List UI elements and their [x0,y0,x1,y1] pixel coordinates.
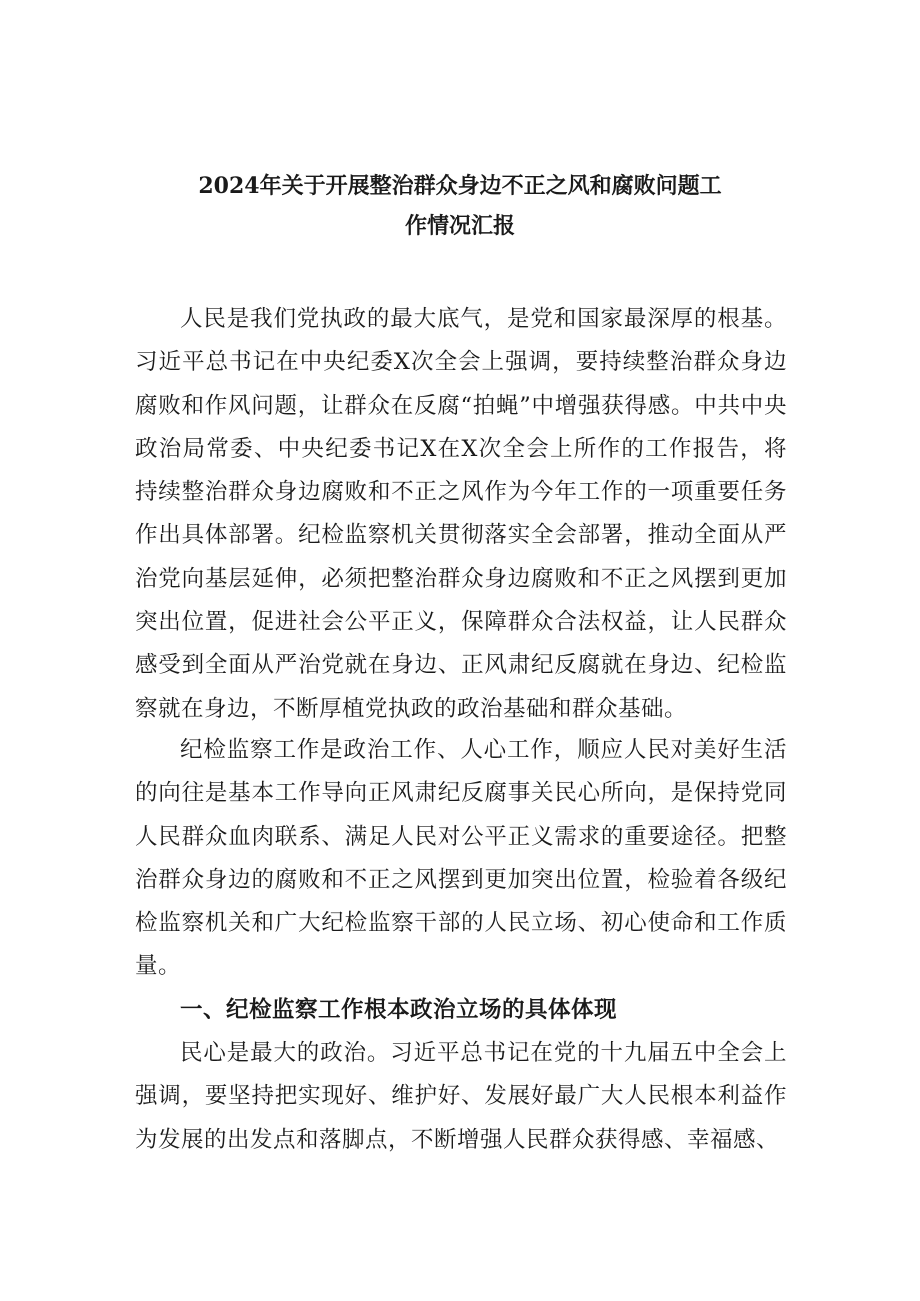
section-heading-1: 一、纪检监察工作根本政治立场的具体体现 [180,997,618,1023]
paragraph-3: 民心是最大的政治。习近平总书记在党的十九届五中全会上强调，要坚持把实现好、维护好、发展好最广大人民根本利益作为发展的出发点和落脚点，不断增强人民群众获得感、幸福感、 [135,1040,787,1153]
document-title-line-1: 2024年关于开展整治群众身边不正之风和腐败问题工 [198,173,722,199]
document-title-line-2: 作情况汇报 [404,213,515,239]
paragraph-1: 人民是我们党执政的最大底气，是党和国家最深厚的根基。习近平总书记在中央纪委X次全会上强调，要持续整治群众身边腐败和作风问题，让群众在反腐“拍蝇”中增强获得感。中共中央政治局常委、中央纪委书记X在X次全会上所作的工作报告，将持续整治群众身边腐败和不正之风作为今年工作的一项重要任务作出具体部署。纪检监察机关贯彻落实全会部署，推动全面从严治党向基层延伸，必须把整治群众身边腐败和不正之风摆到更加突出位置，促进社会公平正义，保障群众合法权益，让人民群众感受到全面从严治党就在身边、正风肃纪反腐就在身边、纪检监察就在身边，不断厚植党执政的政治基础和群众基础。 [135,306,787,722]
paragraph-2: 纪检监察工作是政治工作、人心工作，顺应人民对美好生活的向往是基本工作导向正风肃纪反腐事关民心所向，是保持党同人民群众血肉联系、满足人民对公平正义需求的重要途径。把整治群众身边的腐败和不正之风摆到更加突出位置，检验着各级纪检监察机关和广大纪检监察干部的人民立场、初心使命和工作质量。 [135,737,787,980]
